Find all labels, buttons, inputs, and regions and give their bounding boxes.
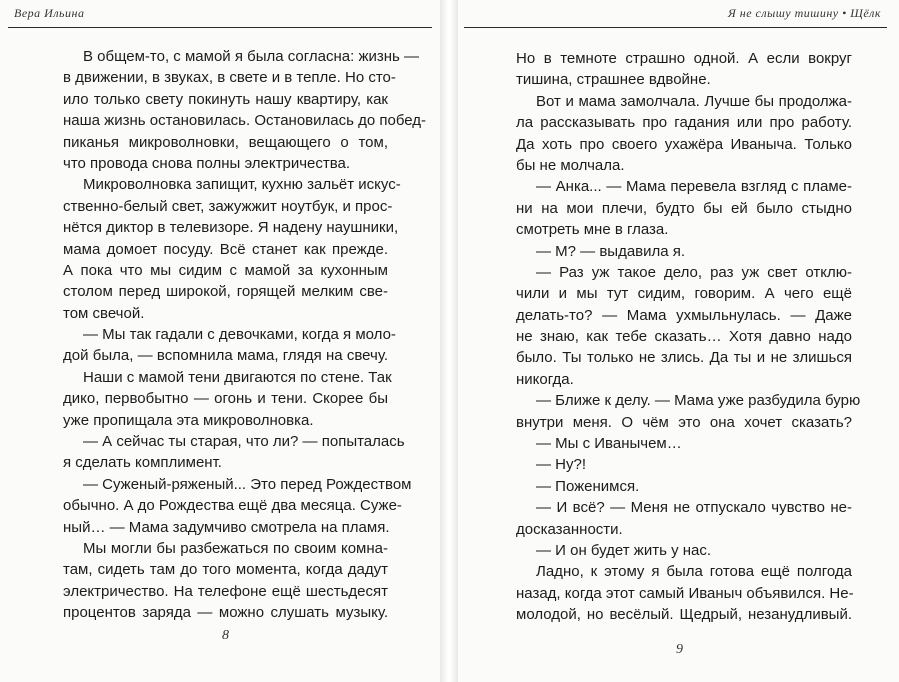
text-line: уже пропищала эта микроволновка. — [63, 411, 314, 429]
text-line: молодой, но весёлый. Щедрый, незанудливый. — [516, 606, 852, 624]
text-line: ный… — Мама задумчиво смотрела на пламя. — [63, 518, 390, 536]
text-line: я сделать комплимент. — [63, 454, 222, 472]
text-line: ла рассказывать про гадания или про работу. — [516, 114, 852, 132]
page-number: 8 — [222, 628, 229, 643]
body-text — [516, 48, 861, 626]
text-line: — Анка... — Мама перевела взгляд с пламе- — [536, 178, 852, 196]
text-line: — А сейчас ты старая, что ли? — попыталась — [83, 433, 405, 451]
text-line: процентов заряда — можно слушать музыку. — [63, 604, 388, 622]
text-line: ило только свету покинуть нашу квартиру, как — [63, 90, 388, 108]
text-line: электричество. На телефоне ещё шестьдесят — [63, 582, 388, 600]
text-line: обычно. А до Рождества ещё два месяца. Суже- — [63, 497, 402, 515]
text-line: наша жизнь остановилась. Остановилась до побед- — [63, 112, 427, 130]
text-line: ственно-белый свет, зажужжит ноутбук, и прос- — [63, 197, 393, 215]
text-line: Да хоть про своего ухажёра Иваныча. Только — [516, 135, 852, 153]
text-line: — Поженимся. — [536, 477, 640, 495]
running-header-author: Вера Ильина — [14, 6, 85, 20]
text-line: В общем-то, с мамой я была согласна: жизнь — — [83, 48, 420, 65]
text-line: нётся диктор в телевизоре. Я надену наушники, — [63, 219, 399, 237]
text-line: — Раз уж такое дело, раз уж свет отклю- — [536, 263, 852, 281]
text-line: — Ну?! — [536, 456, 587, 474]
text-line: не знаю, как тебе сказать… Хотя давно надо — [516, 328, 852, 346]
text-line: Микроволновка запищит, кухню зальёт искус- — [83, 176, 401, 194]
text-line: ни на мои плечи, будто бы ей было стыдно — [516, 199, 852, 217]
text-line: — И всё? — Меня не отпускало чувство не- — [536, 499, 852, 517]
text-line: дико, первобытно — огонь и тени. Скорее бы — [63, 390, 388, 408]
text-line: назад, когда этот самый Иваныч объявился. Не- — [516, 584, 854, 602]
header-rule — [464, 27, 887, 28]
text-line: Вот и мама замолчала. Лучше бы продолжа- — [536, 92, 852, 110]
text-line: бы не молчала. — [516, 156, 625, 174]
text-line: делать-то? — Мама ухмыльнулась. — Даже — [516, 306, 852, 324]
text-line: там, сидеть там до того момента, когда дадут — [63, 561, 388, 579]
right-page — [458, 0, 899, 682]
text-line: тишина, страшнее вдвойне. — [516, 71, 711, 89]
text-line: — И он будет жить у нас. — [536, 541, 712, 559]
book-gutter — [440, 0, 458, 682]
text-line: пиканья микроволновки, вещающего о том, — [63, 133, 388, 151]
text-line: смотреть мне в глаза. — [516, 221, 669, 239]
body-text — [63, 46, 427, 624]
text-line: А пока что мы сидим с мамой за кухонным — [63, 261, 388, 279]
text-line: в движении, в звуках, в свете и в тепле. Но сто- — [63, 69, 396, 87]
text-line: столом перед широкой, горящей мелким све- — [63, 283, 388, 301]
text-line: Наши с мамой тени двигаются по стене. Так — [83, 368, 392, 386]
left-page — [0, 0, 440, 682]
text-line: — М? — выдавила я. — [536, 242, 686, 260]
running-header-title: Я не слышу тишину • Щёлк — [727, 6, 881, 20]
text-line: внутри меня. О чём это она хочет сказать? — [516, 413, 852, 431]
page-number: 9 — [676, 642, 683, 657]
text-line: том свечой. — [63, 304, 145, 322]
text-line: — Суженый-ряженый... Это перед Рождеством — [83, 475, 412, 493]
header-rule — [8, 27, 432, 28]
text-line: досказанности. — [516, 520, 623, 538]
text-line: что провода снова полны электричества. — [63, 154, 351, 172]
text-line: Ладно, к этому я была готова ещё полгода — [536, 563, 852, 581]
text-line: — Мы так гадали с девочками, когда я моло- — [83, 326, 396, 344]
text-line: Мы могли бы разбежаться по своим комна- — [83, 539, 388, 557]
text-line: Но в темноте страшно одной. А если вокруг — [516, 50, 852, 67]
text-line: никогда. — [516, 370, 574, 388]
text-line: было. Ты только не злись. Да ты и не злишься — [516, 349, 852, 367]
text-line: — Ближе к делу. — Мама уже разбудила бурю — [536, 392, 861, 410]
text-line: чили и мы тут сидим, говорим. А чего ещё — [516, 285, 852, 303]
text-line: дой была, — вспомнила мама, глядя на свечу. — [63, 347, 388, 365]
text-line: — Мы с Иванычем… — [536, 435, 682, 453]
text-line: мама домоет посуду. Всё станет как прежде. — [63, 240, 388, 258]
